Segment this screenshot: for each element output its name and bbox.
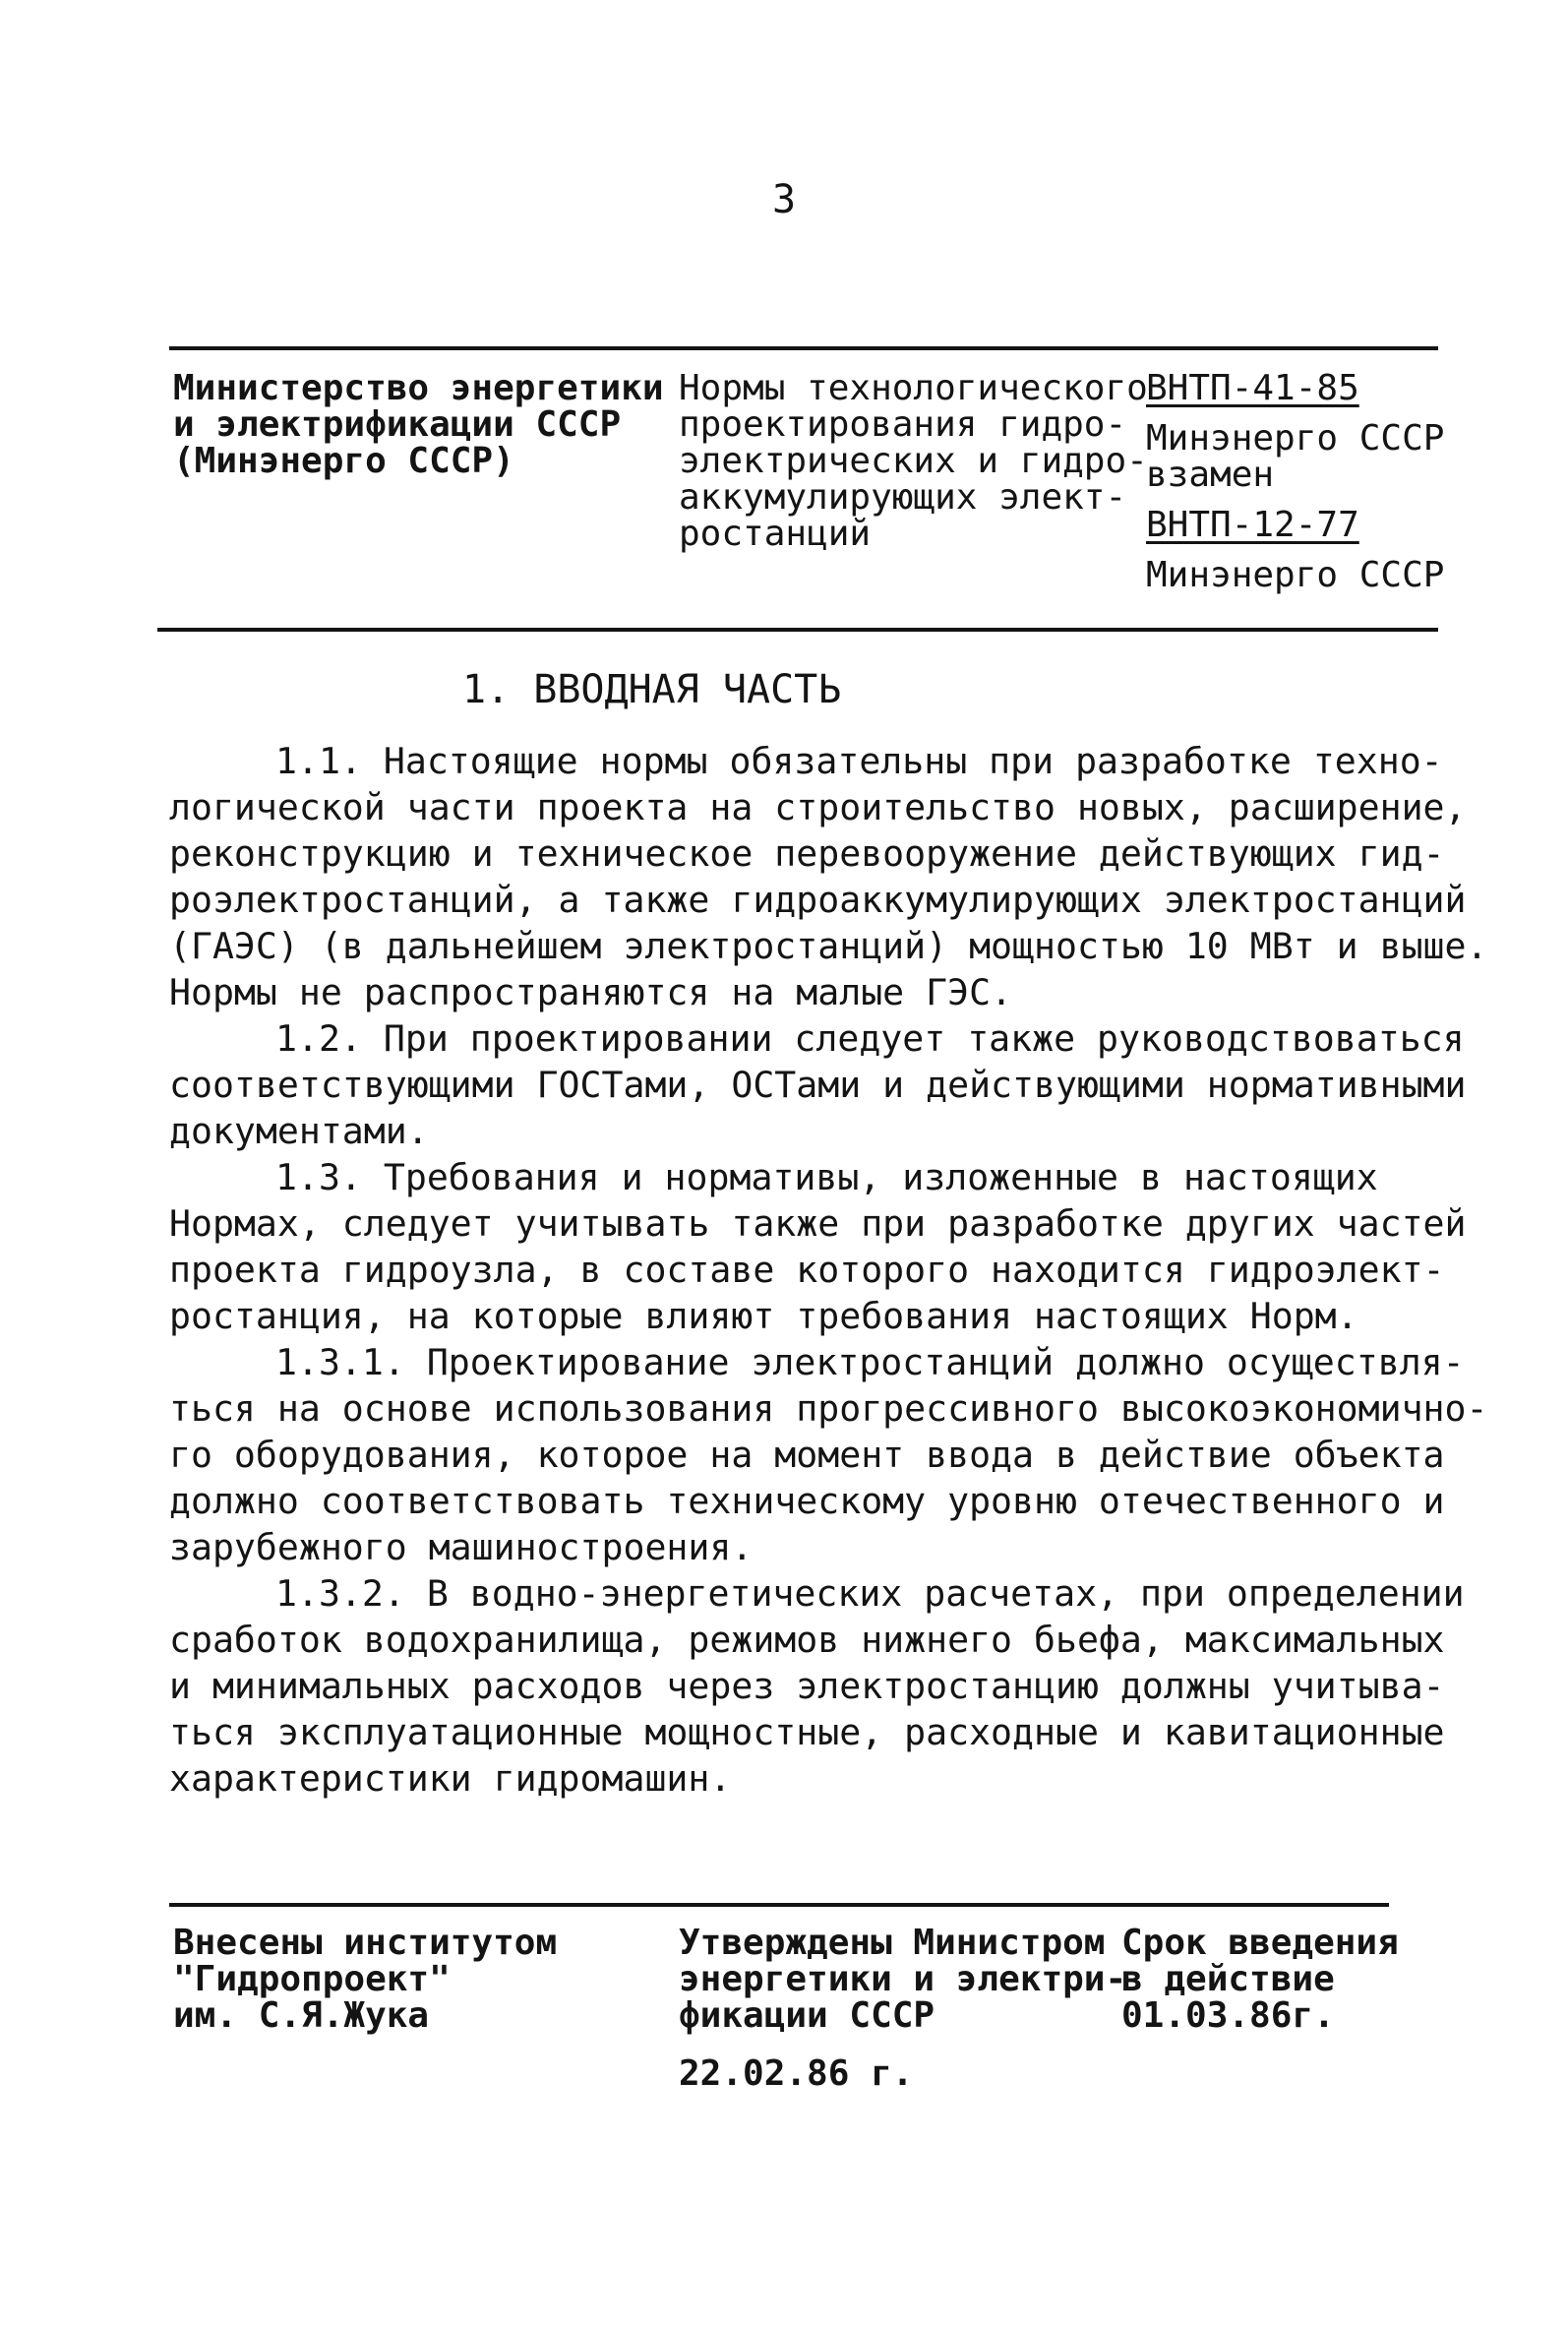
header-top-rule [169, 346, 1438, 350]
paragraph-line: зарубежного машиностроения. [169, 1526, 754, 1568]
header-code-ministry: Минэнерго СССР [1146, 418, 1445, 459]
paragraph-line: роэлектростанций, а также гидроаккумулирующих электростанций [169, 879, 1467, 921]
header-doc-title [679, 370, 1148, 552]
paragraph-line: 1.2. При проектировании следует также руководствоваться [275, 1017, 1465, 1060]
paragraph-line: ться эксплуатационные мощностные, расходные и кавитационные [169, 1711, 1445, 1753]
paragraph-line: логической части проекта на строительство новых, расширение, [169, 786, 1467, 828]
header-doc-title-line: Нормы технологического [679, 368, 1148, 408]
header-code-replaces-label: взамен [1146, 455, 1275, 495]
paragraph-line: проекта гидроузла, в составе которого находится гидроэлект- [169, 1249, 1445, 1291]
footer-introduced-by-line: "Гидропроект" [173, 1959, 451, 1999]
footer-effective-line: Срок введения [1121, 1923, 1399, 1963]
header-code-current: ВНТП-41-85 [1146, 368, 1359, 408]
body-text [169, 738, 1488, 1802]
header-doc-title-line: проектирования гидро- [679, 404, 1127, 445]
header-doc-title-line: аккумулирующих элект- [679, 477, 1127, 518]
paragraph-line: Нормы не распространяются на малые ГЭС. [169, 971, 1013, 1013]
footer-effective-line: в действие [1121, 1959, 1335, 1999]
paragraph-line: характеристики гидромашин. [169, 1757, 732, 1800]
header-code [1146, 370, 1444, 593]
header-bottom-rule [157, 628, 1438, 632]
paragraph [169, 1154, 1467, 1339]
paragraph-line: 1.3.1. Проектирование электростанций должно осуществля- [275, 1341, 1465, 1383]
paragraph-line: соответствующими ГОСТами, ОСТами и действующими нормативными [169, 1064, 1467, 1106]
footer-approved-by-line: фикации СССР [679, 1995, 935, 2036]
footer-approved-by-line: Утверждены Министром [679, 1923, 1106, 1963]
paragraph-line: ростанция, на которые влияют требования настоящих Норм. [169, 1295, 1358, 1337]
paragraph-line: 1.1. Настоящие нормы обязательны при разработке техно- [275, 740, 1443, 782]
header-organization-line: Министерство энергетики [173, 368, 664, 408]
paragraph-line: сработок водохранилища, режимов нижнего бьефа, максимальных [169, 1619, 1445, 1661]
paragraph-line: 1.3.2. В водно-энергетических расчетах, при определении [275, 1572, 1465, 1615]
header-doc-title-line: ростанций [679, 514, 872, 554]
footer-approved-by [679, 1925, 1126, 2092]
header-doc-title-line: электрических и гидро- [679, 441, 1148, 481]
paragraph-line: ться на основе использования прогрессивного высокоэкономично- [169, 1387, 1488, 1430]
paragraph-line: го оборудования, которое на момент ввода в действие объекта [169, 1434, 1445, 1476]
page-number: 3 [771, 177, 797, 222]
header-code-replaced-ministry: Минэнерго СССР [1146, 555, 1445, 595]
paragraph [169, 1570, 1465, 1802]
header-organization [173, 370, 664, 479]
footer-introduced-by-line: им. С.Я.Жука [173, 1995, 430, 2036]
footer-approved-date: 22.02.86 г. [679, 2053, 914, 2094]
footer-introduced-by [173, 1925, 557, 2034]
paragraph [169, 1339, 1488, 1570]
paragraph-line: документами. [169, 1110, 429, 1152]
paragraph [169, 738, 1488, 1015]
footer-effective [1121, 1925, 1399, 2034]
header-organization-line: и электрификации СССР [173, 404, 622, 445]
footer-introduced-by-line: Внесены институтом [173, 1923, 558, 1963]
header-code-replaced: ВНТП-12-77 [1146, 505, 1359, 545]
paragraph [169, 1015, 1467, 1154]
paragraph-line: должно соответствовать техническому уровню отечественного и [169, 1480, 1445, 1522]
section-title: 1. ВВОДНАЯ ЧАСТЬ [462, 667, 842, 712]
footer-approved-by-line: энергетики и электри- [679, 1959, 1127, 1999]
paragraph-line: (ГАЭС) (в дальнейшем электростанций) мощностью 10 МВт и выше. [169, 925, 1488, 967]
footer-rule [169, 1903, 1389, 1907]
header-organization-line: (Минэнерго СССР) [173, 441, 514, 481]
paragraph-line: 1.3. Требования и нормативы, изложенные в настоящих [275, 1156, 1378, 1198]
paragraph-line: Нормах, следует учитывать также при разработке других частей [169, 1202, 1467, 1245]
footer-effective-line: 01.03.86г. [1121, 1995, 1335, 2036]
paragraph-line: реконструкцию и техническое перевооружение действующих гид- [169, 832, 1445, 875]
paragraph-line: и минимальных расходов через электростанцию должны учитыва- [169, 1665, 1445, 1707]
